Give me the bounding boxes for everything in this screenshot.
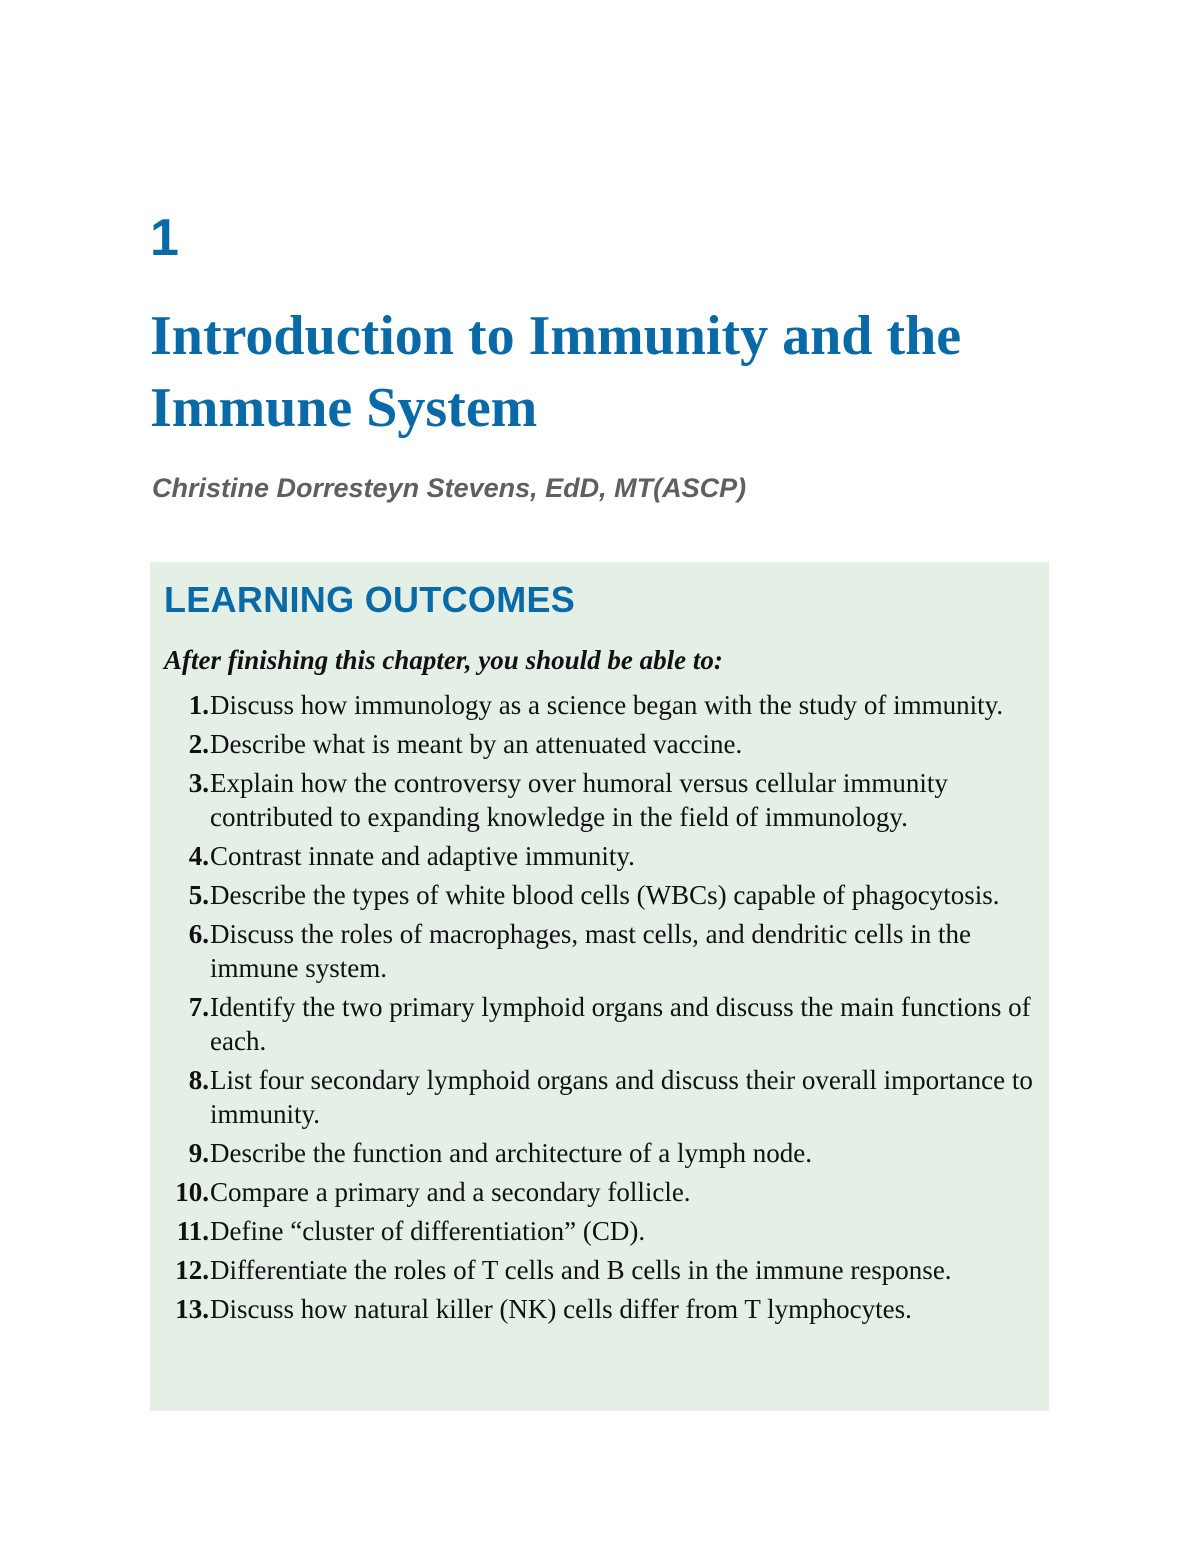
learning-outcomes-box bbox=[150, 562, 1049, 1411]
outcome-text: Discuss how natural killer (NK) cells differ from T lymphocytes. bbox=[210, 1294, 912, 1324]
outcome-number: 9. bbox=[188, 1138, 209, 1168]
outcome-item bbox=[150, 688, 1049, 722]
outcome-number: 5. bbox=[188, 880, 209, 910]
outcome-number: 10. bbox=[175, 1177, 209, 1207]
outcome-text: Compare a primary and a secondary follicle. bbox=[210, 1177, 691, 1207]
outcome-number: 4. bbox=[188, 841, 209, 871]
outcome-number: 3. bbox=[188, 768, 209, 798]
outcome-number: 13. bbox=[175, 1294, 209, 1324]
outcome-text: Describe the function and architecture of a lymph node. bbox=[210, 1138, 813, 1168]
outcome-item bbox=[150, 1063, 1049, 1131]
outcome-number: 12. bbox=[175, 1255, 209, 1285]
outcome-text: List four secondary lymphoid organs and discuss their overall importance to immunity. bbox=[210, 1065, 1033, 1129]
outcome-text: Describe what is meant by an attenuated vaccine. bbox=[210, 729, 743, 759]
outcome-item bbox=[150, 878, 1049, 912]
outcome-text: Define “cluster of differentiation” (CD). bbox=[210, 1216, 646, 1246]
outcome-text: Describe the types of white blood cells (WBCs) capable of phagocytosis. bbox=[210, 880, 1000, 910]
outcome-number: 6. bbox=[188, 919, 209, 949]
outcome-item bbox=[150, 917, 1049, 985]
outcome-text: Discuss the roles of macrophages, mast cells, and dendritic cells in the immune system. bbox=[210, 919, 972, 983]
outcome-text: Explain how the controversy over humoral versus cellular immunity contributed to expanding knowledge in the field of immunology. bbox=[210, 768, 948, 832]
outcome-item bbox=[150, 727, 1049, 761]
outcome-item bbox=[150, 1292, 1049, 1326]
outcome-number: 11. bbox=[176, 1216, 209, 1246]
outcome-item bbox=[150, 1214, 1049, 1248]
outcome-number: 7. bbox=[188, 992, 209, 1022]
outcome-text: Differentiate the roles of T cells and B cells in the immune response. bbox=[210, 1255, 952, 1285]
outcome-item bbox=[150, 990, 1049, 1058]
author-line: Christine Dorresteyn Stevens, EdD, MT(ASCP) bbox=[152, 473, 747, 503]
outcome-item bbox=[150, 1136, 1049, 1170]
outcome-number: 1. bbox=[188, 690, 209, 720]
chapter-title: Introduction to Immunity and the Immune System bbox=[150, 305, 962, 439]
outcome-item bbox=[150, 839, 1049, 873]
outcome-item bbox=[150, 1253, 1049, 1287]
outcome-text: Identify the two primary lymphoid organs and discuss the main functions of each. bbox=[210, 992, 1031, 1056]
outcome-number: 2. bbox=[188, 729, 209, 759]
learning-outcomes-heading: LEARNING OUTCOMES bbox=[164, 579, 576, 620]
outcome-text: Contrast innate and adaptive immunity. bbox=[210, 841, 635, 871]
outcome-text: Discuss how immunology as a science began with the study of immunity. bbox=[210, 690, 1004, 720]
outcome-item bbox=[150, 1175, 1049, 1209]
outcome-number: 8. bbox=[188, 1065, 209, 1095]
learning-outcomes-list bbox=[150, 688, 1049, 1331]
learning-outcomes-intro: After finishing this chapter, you should be able to: bbox=[164, 645, 723, 675]
outcome-item bbox=[150, 766, 1049, 834]
chapter-number: 1 bbox=[150, 209, 179, 267]
